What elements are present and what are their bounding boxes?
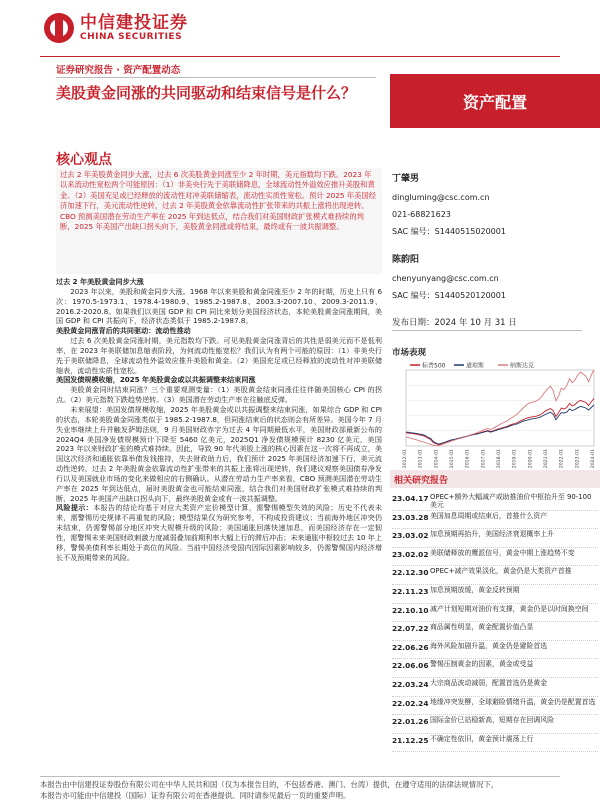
market-chart-svg	[392, 358, 598, 468]
related-report-date: 22.02.24	[392, 698, 429, 708]
related-report-item[interactable]	[392, 659, 598, 678]
footer-divider	[40, 776, 560, 777]
company-logo-mark	[44, 13, 74, 43]
chart-x-tick-label: 2022-01	[559, 449, 565, 468]
release-divider	[392, 330, 582, 331]
section-heading: 美股黄金同涨背后的共同驱动：流动性推动	[56, 326, 191, 336]
chart-x-tick-label: 2019-01	[512, 449, 518, 468]
risk-text: 本报告的结论均基于对应大类资产定价模型计算，需警惕模型失效的风险；历史不代表未来，需警惕历史规律不再重复的风险；模型结果仅为研究参考，不构成投资建议；当前海外地区冲突仍未结束，仍需警惕部分地区冲突大规模升级的风险；美国通胀回落快速加息，而美国经济存在一定韧性，需警惕未来美国财政刺激力度减弱叠加前期利率大幅上行的滞后冲击；未来通胀中枢较过去 10 年上移，警惕美债利率长期处于高位的风险。当前中国经济受国内因际因素影响较多，仍需警惕国内经济增长不及预期带来的风险。	[56, 503, 382, 562]
related-report-date: 23.04.17	[392, 494, 429, 503]
related-report-title: 加息预期再抬升，美国经济衰退概率上升	[430, 530, 555, 539]
related-report-item[interactable]	[392, 566, 598, 585]
market-performance-chart	[392, 358, 598, 468]
related-report-item[interactable]	[392, 678, 598, 697]
related-report-date: 22.07.22	[392, 624, 429, 634]
related-report-date: 23.03.02	[392, 531, 429, 541]
chart-x-tick-label: 2023-01	[575, 449, 581, 468]
chart-legend-label: 道琼斯	[466, 362, 485, 370]
related-report-title: 大宗商品波动减弱，配置首选仍是黄金	[430, 678, 548, 687]
related-report-title: 减产计划短期对油价有支撑，黄金仍是以时间换空间	[430, 604, 589, 613]
chart-x-tick-label: 2021-01	[544, 449, 549, 468]
related-report-item[interactable]	[392, 492, 598, 511]
related-report-title: 海外风险加剧升温，黄金仍是避险首选	[430, 641, 548, 650]
related-report-date: 22.06.26	[392, 642, 429, 652]
analyst-sac: SAC 编号：S1440520120001	[392, 291, 506, 300]
related-report-item[interactable]	[392, 548, 598, 567]
section-label: 资产配置	[390, 74, 600, 128]
chart-x-tick-label: 2015-01	[450, 449, 455, 468]
chart-x-tick-label: 2013-01	[418, 449, 424, 468]
related-report-item[interactable]	[392, 715, 598, 734]
related-report-title: 国际金价已站稳新高，短期存在回调风险	[430, 716, 555, 725]
market-performance-title: 市场表现	[392, 348, 427, 358]
chart-x-tick-label: 2024-01	[591, 449, 596, 468]
paragraph: 美股黄金同时结束同涨？三个重要观测变量：（1）美股黄金结束同涨往往伴随美国核心 CPI 的拐点。（2）美元指数下跌趋势逆转。（3）美国潜在劳动生产率在往触底反弹。	[56, 385, 382, 405]
analyst-panel	[392, 174, 582, 307]
related-report-date: 22.10.10	[392, 605, 429, 615]
company-name-en: CHINA SECURITIES	[80, 31, 183, 42]
section-heading: 过去 2 年美股黄金同步大涨	[56, 277, 144, 286]
chart-x-tick-label: 2020-01	[528, 449, 534, 468]
analyst-name: 陈韵阳	[392, 255, 420, 265]
related-reports-title: 相关研究报告	[394, 476, 449, 486]
related-report-title: 地缘冲突发酵，全球避险情绪升温，黄金仍是配置首选	[430, 697, 596, 706]
related-report-item[interactable]	[392, 529, 598, 548]
header-divider	[40, 56, 560, 57]
related-report-date: 22.11.23	[392, 586, 429, 596]
chart-x-tick-label: 2016-01	[465, 449, 471, 468]
related-report-item[interactable]	[392, 622, 598, 641]
core-view-heading: 核心观点	[56, 152, 112, 168]
release-date-value: 2024 年 10 月 31 日	[434, 318, 517, 328]
report-body	[56, 277, 382, 789]
footer-line-1: 本报告由中信建投证券股份有限公司在中华人民共和国（仅为本报告目的，不包括香港、澳门、台湾）提供，在遵守适用的法律法规情况下，	[40, 780, 499, 789]
related-report-title: 加息预期放缓，黄金反转预期	[430, 585, 520, 594]
paragraph: 2023 年以来，美股和黄金同步大涨。1968 年以来美股和黄金同涨至少 2 年的时期，历史上只有 6 次：1970.5-1973.1、1978.4-1980.9、1985.2-1987.8、2003.3-2007.10、2009.3-2011.9、2016.2-2020.8。如果我们以美国 GDP 和 CPI 同比来划分美国经济状态，本轮美股黄金同涨期间，美国 GDP 和 CPI 共振向下，经济状态类似于 1985.2-1987.8。	[56, 286, 382, 326]
report-title: 美股黄金同涨的共同驱动和结束信号是什么？	[56, 84, 357, 102]
company-name-cn: 中信建投证券	[80, 12, 188, 33]
risk-label: 风险提示：	[56, 503, 94, 513]
report-type: 证券研究报告 · 资产配置动态	[56, 65, 181, 76]
analyst-name: 丁肇男	[392, 174, 420, 184]
related-report-item[interactable]	[392, 697, 598, 716]
analyst-phone: 021-68821623	[392, 210, 451, 219]
chart-legend-label: 标普500	[422, 362, 446, 370]
related-report-date: 23.03.28	[392, 512, 429, 522]
analyst-sac: SAC 编号：S1440515020001	[392, 227, 506, 236]
paragraph: 过去 6 次美股黄金同涨时期，美元指数均下跌。可见美股黄金同涨背后的共性是弱美元而不是低利率，在 2023 年美联储加息缩表阶段，为何流动性能宽松？我们认为有两个可能的原因：（1）非美央行先于美联储降息，全球流动性外溢效应推升美股和黄金。（2）美国充足或已经释放的流动性对冲美联储缩表，流动性实质性宽松。	[56, 336, 382, 375]
related-report-title: 不确定性依旧，黄金预计震荡上行	[430, 734, 534, 743]
chart-x-tick-label: 2012-01	[403, 449, 408, 468]
section-heading: 美国发债规模收缩，2025 年美股黄金或以共振调整来结束同涨	[56, 375, 256, 385]
release-date-label: 发布日期：	[392, 318, 435, 328]
chart-x-tick-label: 2014-01	[434, 449, 440, 468]
analyst-email[interactable]: dingluming@csc.com.cn	[392, 193, 490, 202]
footer-disclaimer	[40, 779, 600, 800]
related-reports-list	[392, 492, 598, 752]
risk-warning	[56, 503, 382, 562]
related-report-title: OPEC+额外大幅减产或助推油价中枢抬升至 90-100 美元	[430, 493, 592, 510]
related-report-item[interactable]	[392, 604, 598, 623]
related-report-date: 22.03.24	[392, 679, 429, 689]
chart-x-tick-label: 2018-01	[497, 449, 502, 468]
related-report-date: 22.06.06	[392, 661, 429, 671]
related-report-title: 商品属性明显，黄金配置价值凸显	[430, 623, 534, 632]
related-report-item[interactable]	[392, 511, 598, 530]
related-report-title: OPEC+减产效果淡化，黄金仍是大类资产首推	[430, 567, 572, 576]
paragraph: 未来展望：美国发债规模收缩，2025 年美股黄金或以共振调整来结束同涨，如果综合 GDP 和 CPI 的状态，本轮美股黄金同涨类似于 1985.2-1987.8，但同涨结束后的状态则会有所差异。美国今年 7 月失业率继续上升并触发萨姆法则，9 月美国财政赤字为过去 4 年同期最低水平，美国财政部最新公布的 2024Q4 美国净发债规模预计下降至 5460 亿美元，2025Q1 净发债规模预计 8230 亿美元，美国 2023 年以来财政扩张的模式难持续。因此，导致 90 年代美股上涨的核心因素在这一次将不再成立，美国这次经济和通胀依靠举债发钱推持，失去财政助力后，我们预计 2025 年美国经济加速下行，美元流动性逆转，过去 2 年美股黄金依靠流动性扩张带来的共振上涨将出现逆转，我们建议观察美国债券净发行以及美国就业市场的变化来做相应的右侧确认。从潜在劳动力生产率来看，CBO 预测美国潜在劳动生产率在 2025 年到达低点，届时美股黄金也可能结束同涨，结合我们对美国财政扩张模式难持续的判断，2025 年美国产出缺口拐头向下，最终美股黄金或有一波共振调整。	[56, 404, 382, 503]
related-report-date: 23.02.02	[392, 549, 429, 559]
related-report-title: 美联储释放的鹰派信号，黄金中期上涨趋势不变	[430, 548, 575, 557]
release-date	[392, 316, 517, 328]
core-view-summary: 过去 2 年美股黄金同步大涨，过去 6 次美股黄金同涨至少 2 年时期，美元指数均下跌。2023 年以来流动性宽松两个可能原因：（1）非美央行先于美联储降息，全球流动性外溢效应推升美股和黄金。（2）美国充足或已经释放的流动性对冲美联储缩表，流动性实质性宽松。预计 2025 年美国经济加速下行，美元流动性逆转，过去 2 年美股黄金依靠流动性扩张带来的共振上涨将出现逆转。CBO 预测美国潜在劳动生产率在 2025 年到达低点，结合我们对美国财政扩张模式难持续的判断，2025 年美国产出缺口拐头向下，美股黄金同涨或将结束，最终或有一波共振调整。	[56, 168, 382, 274]
related-report-item[interactable]	[392, 734, 598, 753]
related-report-item[interactable]	[392, 585, 598, 604]
report-type-divider	[56, 77, 376, 78]
related-report-item[interactable]	[392, 641, 598, 660]
related-report-title: 警惕压制黄金的因素，黄金或受益	[430, 660, 534, 669]
chart-legend-label: 纳斯达克	[510, 362, 535, 370]
company-logo	[44, 10, 188, 46]
related-report-title: 美国加息周期或结束后，首推什么资产	[430, 511, 548, 520]
related-report-date: 22.12.30	[392, 568, 429, 578]
related-report-date: 21.12.25	[392, 735, 429, 745]
chart-series-line	[406, 398, 594, 444]
chart-x-tick-label: 2017-01	[481, 449, 487, 468]
related-report-date: 22.01.26	[392, 717, 429, 727]
footer-line-2: 本报告亦可能由中信建投（国际）证券有限公司在香港提供。同时请参见最后一页的重要声明。	[40, 791, 351, 800]
analyst-email[interactable]: chenyunyang@csc.com.cn	[392, 274, 499, 283]
